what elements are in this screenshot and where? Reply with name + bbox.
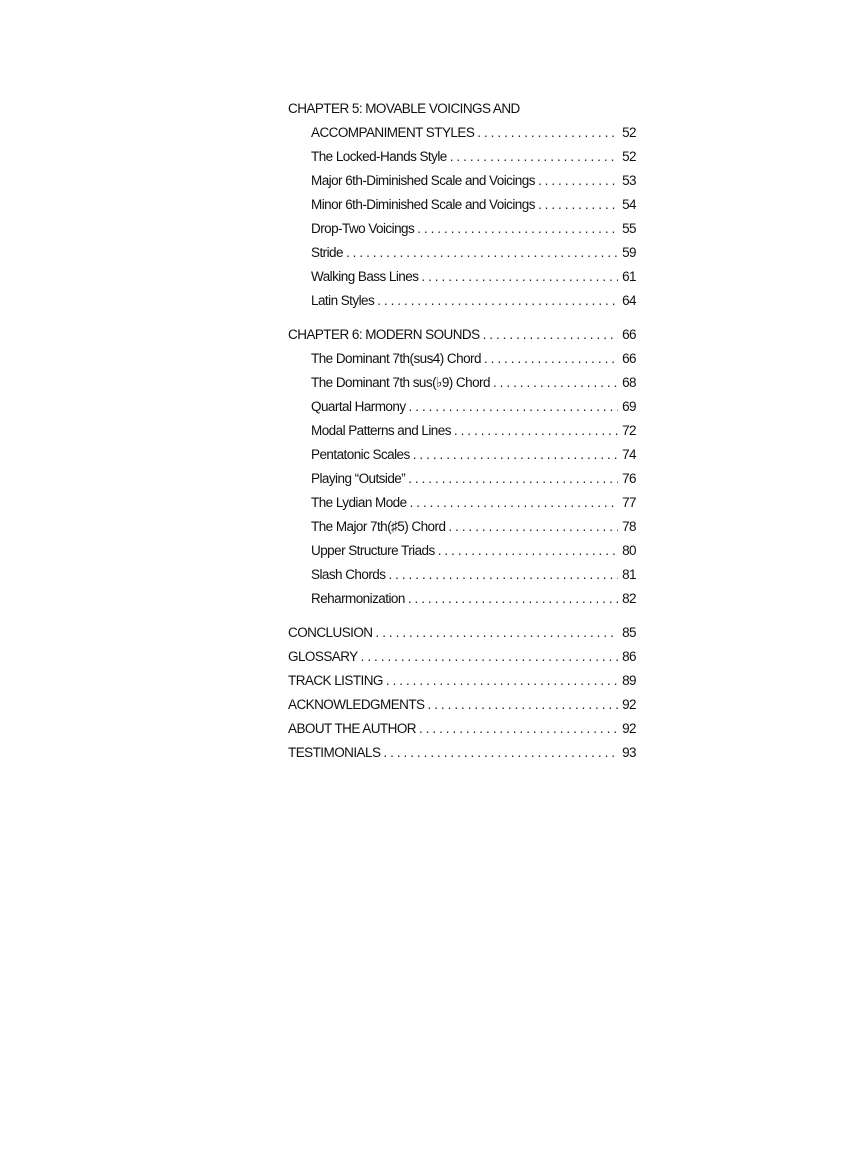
toc-entry-title: Stride — [311, 245, 343, 260]
dot-leader — [376, 621, 618, 645]
toc-entry-page: 93 — [622, 745, 636, 760]
dot-leader — [477, 121, 618, 145]
toc-entry-title: The Major 7th(♯5) Chord — [311, 519, 446, 534]
toc-entry — [288, 669, 636, 693]
chapter-6-heading — [288, 323, 636, 347]
toc-entry — [288, 347, 636, 371]
toc-entry-title: Drop-Two Voicings — [311, 221, 415, 236]
toc-entry-title: Latin Styles — [311, 293, 375, 308]
toc-entry-title: Pentatonic Scales — [311, 447, 410, 462]
toc-entry-page: 89 — [622, 673, 636, 688]
toc-entry-title: ABOUT THE AUTHOR — [288, 721, 416, 736]
toc-entry — [288, 121, 636, 145]
dot-leader — [493, 371, 618, 395]
dot-leader — [413, 443, 618, 467]
toc-entry — [288, 717, 636, 741]
toc-entry-page: 52 — [622, 149, 636, 164]
toc-entry — [288, 693, 636, 717]
dot-leader — [483, 323, 618, 347]
toc-entry-title: The Dominant 7th(sus4) Chord — [311, 351, 481, 366]
toc-entry-title: Slash Chords — [311, 567, 386, 582]
toc-entry-title: CHAPTER 6: MODERN SOUNDS — [288, 327, 480, 342]
dot-leader — [484, 347, 618, 371]
toc-entry — [288, 145, 636, 169]
toc-entry-page: 66 — [622, 327, 636, 342]
toc-entry-title: Modal Patterns and Lines — [311, 423, 451, 438]
toc-entry — [288, 193, 636, 217]
dot-leader — [409, 395, 618, 419]
toc-entry — [288, 169, 636, 193]
dot-leader — [388, 563, 618, 587]
toc-entry-title: Major 6th-Diminished Scale and Voicings — [311, 173, 535, 188]
toc-entry — [288, 395, 636, 419]
toc-entry — [288, 621, 636, 645]
dot-leader — [538, 193, 618, 217]
dot-leader — [454, 419, 618, 443]
toc-entry-page: 78 — [622, 519, 636, 534]
toc-entry-page: 64 — [622, 293, 636, 308]
toc-entry-title: CONCLUSION — [288, 625, 373, 640]
toc-entry-title: Quartal Harmony — [311, 399, 406, 414]
toc-entry-page: 74 — [622, 447, 636, 462]
dot-leader — [538, 169, 618, 193]
toc-entry-title: Upper Structure Triads — [311, 543, 435, 558]
toc-entry-page: 69 — [622, 399, 636, 414]
toc-entry-title: ACKNOWLEDGMENTS — [288, 697, 425, 712]
toc-entry-title: TRACK LISTING — [288, 673, 383, 688]
toc-entry-title: TESTIMONIALS — [288, 745, 381, 760]
dot-leader — [417, 217, 618, 241]
toc-entry — [288, 515, 636, 539]
toc-entry-title: ACCOMPANIMENT STYLES — [311, 125, 475, 140]
toc-entry-page: 92 — [622, 721, 636, 736]
toc-entry — [288, 419, 636, 443]
dot-leader — [361, 645, 618, 669]
toc-entry — [288, 443, 636, 467]
toc-entry-title: Minor 6th-Diminished Scale and Voicings — [311, 197, 535, 212]
toc-entry — [288, 645, 636, 669]
toc-entry-page: 54 — [622, 197, 636, 212]
dot-leader — [383, 741, 618, 765]
toc-entry-page: 92 — [622, 697, 636, 712]
toc-entry-page: 82 — [622, 591, 636, 606]
toc-entry-page: 53 — [622, 173, 636, 188]
toc-entry — [288, 467, 636, 491]
dot-leader — [410, 491, 618, 515]
toc-entry — [288, 371, 636, 395]
toc-entry-page: 76 — [622, 471, 636, 486]
toc-entry — [288, 491, 636, 515]
toc-entry — [288, 539, 636, 563]
dot-leader — [377, 289, 618, 313]
dot-leader — [346, 241, 618, 265]
toc-entry — [288, 289, 636, 313]
dot-leader — [419, 717, 618, 741]
dot-leader — [438, 539, 618, 563]
toc-entry — [288, 587, 636, 611]
chapter-5-heading — [288, 97, 636, 121]
toc-entry — [288, 265, 636, 289]
toc-entry-page: 68 — [622, 375, 636, 390]
dot-leader — [421, 265, 618, 289]
toc-entry-page: 52 — [622, 125, 636, 140]
toc-entry-page: 66 — [622, 351, 636, 366]
toc-entry-page: 59 — [622, 245, 636, 260]
dot-leader — [450, 145, 618, 169]
toc-entry — [288, 741, 636, 765]
section-spacer — [288, 611, 636, 621]
toc-entry — [288, 563, 636, 587]
toc-entry-title: Walking Bass Lines — [311, 269, 419, 284]
toc-entry-title: Reharmonization — [311, 591, 405, 606]
dot-leader — [386, 669, 618, 693]
toc-entry-page: 86 — [622, 649, 636, 664]
dot-leader — [428, 693, 618, 717]
toc-entry — [288, 241, 636, 265]
toc-entry-page: 55 — [622, 221, 636, 236]
toc-entry-page: 61 — [622, 269, 636, 284]
dot-leader — [448, 515, 618, 539]
toc-entry-title: The Lydian Mode — [311, 495, 407, 510]
toc-entry — [288, 217, 636, 241]
dot-leader — [408, 467, 618, 491]
table-of-contents — [288, 97, 636, 765]
toc-entry-title: GLOSSARY — [288, 649, 358, 664]
toc-entry-title: Playing “Outside” — [311, 471, 406, 486]
chapter-5-heading-text: CHAPTER 5: MOVABLE VOICINGS AND — [288, 101, 520, 116]
toc-entry-title: The Dominant 7th sus(♭9) Chord — [311, 375, 490, 390]
toc-entry-page: 85 — [622, 625, 636, 640]
toc-entry-page: 81 — [622, 567, 636, 582]
toc-entry-page: 77 — [622, 495, 636, 510]
toc-entry-page: 80 — [622, 543, 636, 558]
section-spacer — [288, 313, 636, 323]
dot-leader — [408, 587, 618, 611]
toc-entry-page: 72 — [622, 423, 636, 438]
toc-entry-title: The Locked-Hands Style — [311, 149, 447, 164]
